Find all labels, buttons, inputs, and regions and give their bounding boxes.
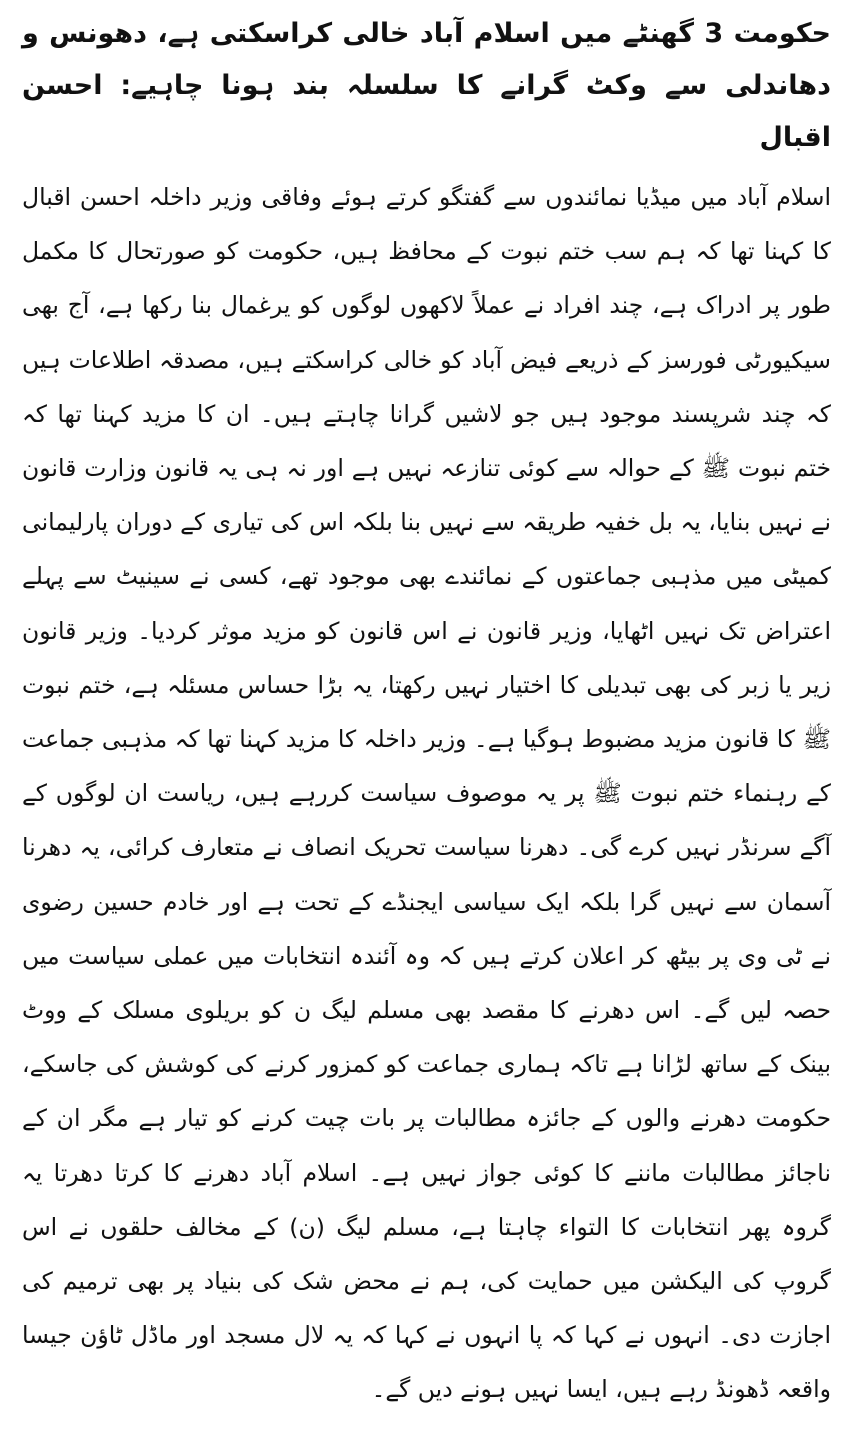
article-body: اسلام آباد میں میڈیا نمائندوں سے گفتگو کرتے ہوئے وفاقی وزیر داخلہ احسن اقبال کا کہنا تھا کہ ہم سب ختم نبوت کے محافظ ہیں، حکومت کو صورتحال کا مکمل طور پر ادراک ہے، چند افراد نے عملاً لاکھوں لوگوں کو یرغمال بنا رکھا ہے، آج بھی سیکیورٹی فورسز کے ذریعے فیض آباد کو خالی کراسکتے ہیں، مصدقہ اطلاعات ہیں کہ چند شرپسند موجود ہیں جو لاشیں گرانا چاہتے ہیں۔ ان کا مزید کہنا تھا کہ ختم نبوت ﷺ کے حوالہ سے کوئی تنازعہ نہیں ہے اور نہ ہی یہ قانون وزارت قانون نے نہیں بنایا، یہ بل خفیہ طریقہ سے نہیں بنا بلکہ اس کی تیاری کے دوران پارلیمانی کمیٹی میں مذہبی جماعتوں کے نمائندے بھی موجود تھے، کسی نے سینیٹ سے پہلے اعتراض تک نہیں اٹھایا، وزیر قانون نے اس قانون کو مزید موثر کردیا۔ وزیر قانون زیر یا زبر کی بھی تبدیلی کا اختیار نہیں رکھتا، یہ بڑا حساس مسئلہ ہے، ختم نبوت ﷺ کا قانون مزید مضبوط ہوگیا ہے۔ وزیر داخلہ کا مزید کہنا تھا کہ مذہبی جماعت کے رہنماء ختم نبوت ﷺ پر یہ موصوف سیاست کررہے ہیں، ریاست ان لوگوں کے آگے سرنڈر نہیں کرے گی۔ دھرنا سیاست تحریک انصاف نے متعارف کرائی، یہ دھرنا آسمان سے نہیں گرا بلکہ ایک سیاسی ایجنڈے کے تحت ہے اور خادم حسین رضوی نے ٹی وی پر بیٹھ کر اعلان کرتے ہیں کہ وہ آئندہ انتخابات میں عملی سیاست میں حصہ لیں گے۔ اس دھرنے کا مقصد بھی مسلم لیگ ن کو بریلوی مسلک کے ووٹ بینک کے ساتھ لڑانا ہے تاکہ ہماری جماعت کو کمزور کرنے کی کوشش کی جاسکے، حکومت دھرنے والوں کے جائزہ مطالبات پر بات چیت کرنے کو تیار ہے مگر ان کے ناجائز مطالبات ماننے کا کوئی جواز نہیں ہے۔ اسلام آباد دھرنے کا کرتا دھرتا یہ گروہ پھر انتخابات کا التواء چاہتا ہے، مسلم لیگ (ن) کے مخالف حلقوں نے اس گروپ کی الیکشن میں حمایت کی، ہم نے محض شک کی بنیاد پر بھی ترمیم کی اجازت دی۔ انہوں نے کہا کہ پا انہوں نے کہا کہ یہ لال مسجد اور ماڈل ٹاؤن جیسا واقعہ ڈھونڈ رہے ہیں، ایسا نہیں ہونے دیں گے۔	[22, 183, 831, 1404]
article-headline: حکومت 3 گھنٹے میں اسلام آباد خالی کراسکتی ہے، دھونس و دھاندلی سے وکٹ گرانے کا سلسلہ بند ہونا چاہیے: احسن اقبال	[22, 18, 831, 153]
